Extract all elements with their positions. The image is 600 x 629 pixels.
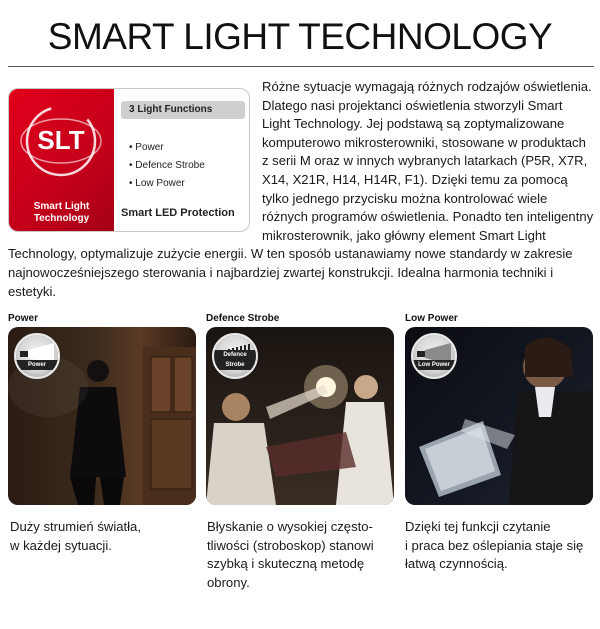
photo-power [8, 327, 196, 505]
function-item-low-power: • Low Power [129, 175, 205, 193]
caption-strobe-line4: obrony. [207, 574, 250, 590]
caption-power-line1: Duży strumień światła, [10, 519, 141, 534]
caption-low-line3: łatwą czynnością. [405, 556, 508, 571]
caption-strobe-line2: tliwości (stroboskop) stanowi [207, 537, 374, 553]
power-badge-icon [14, 333, 60, 379]
slt-subtitle [9, 201, 114, 225]
page-title: SMART LIGHT TECHNOLOGY [47, 16, 553, 57]
slt-logo-icon [15, 97, 107, 189]
low-power-badge-label: Low Power [413, 360, 455, 370]
caption-defence-strobe [207, 518, 397, 592]
photo-defence-strobe [206, 327, 394, 505]
slt-logo-text: SLT [37, 125, 85, 155]
caption-low-line1: Dzięki tej funkcji czytanie [405, 519, 551, 534]
photo-low-power [405, 327, 593, 505]
defence-strobe-badge-label: Defence Strobe [214, 350, 256, 370]
intro-text: Różne sytuacje wymagają różnych rodzajów oświetlenia. Dlatego nasi projektanci oświetlenia stworzyli Smart Light Technology. Jej podstawą są zoptymalizowane komputerowo mikrosterowniki, stosowane w produktach z serii M oraz w innych wybranych latarkach (P5R, X7R, X14, X21R, H14, H14R, F1). Dzięki temu za pomocą tylko jednego przycisku można kontrolować wiele różnych programów oświetlenia. Ponadto ten inteligentny mikrosterownik, jako główny element Smart Light Technology, optymalizuje zużycie energii. W ten sposób ustanawiamy nowe standardy w zakresie najnowocześniejszego sterowania i najbardziej zwartej konstrukcji. Idealna harmonia techniki i estetyki. [8, 79, 594, 299]
caption-low-line2: i praca bez oślepiania staje się [405, 537, 584, 553]
slt-subtitle-line1: Smart Light [33, 201, 90, 212]
function-item-defence-strobe: • Defence Strobe [129, 157, 205, 175]
caption-power [10, 518, 141, 555]
panel-label-low-power: Low Power [405, 313, 458, 324]
caption-power-line2: w każdej sytuacji. [10, 537, 112, 553]
low-power-badge-icon [411, 333, 457, 379]
functions-list [129, 139, 205, 193]
caption-strobe-line3: szybką i skuteczną metodę [207, 556, 365, 571]
caption-low-power [405, 518, 597, 574]
slt-subtitle-line2: Technology [33, 213, 90, 224]
badge-footer: Smart LED Protection [121, 207, 235, 219]
caption-strobe-line1: Błyskanie o wysokiej często- [207, 519, 373, 534]
defence-strobe-badge-icon [212, 333, 258, 379]
low-power-beam-icon [413, 335, 455, 377]
function-item-power: • Power [129, 139, 205, 157]
power-badge-label: Power [16, 360, 58, 370]
panel-label-power: Power [8, 313, 39, 324]
title-divider [8, 66, 594, 67]
power-beam-icon [16, 335, 58, 377]
functions-heading: 3 Light Functions [121, 101, 245, 119]
slt-badge [8, 88, 250, 232]
panel-label-defence-strobe: Defence Strobe [206, 313, 280, 324]
